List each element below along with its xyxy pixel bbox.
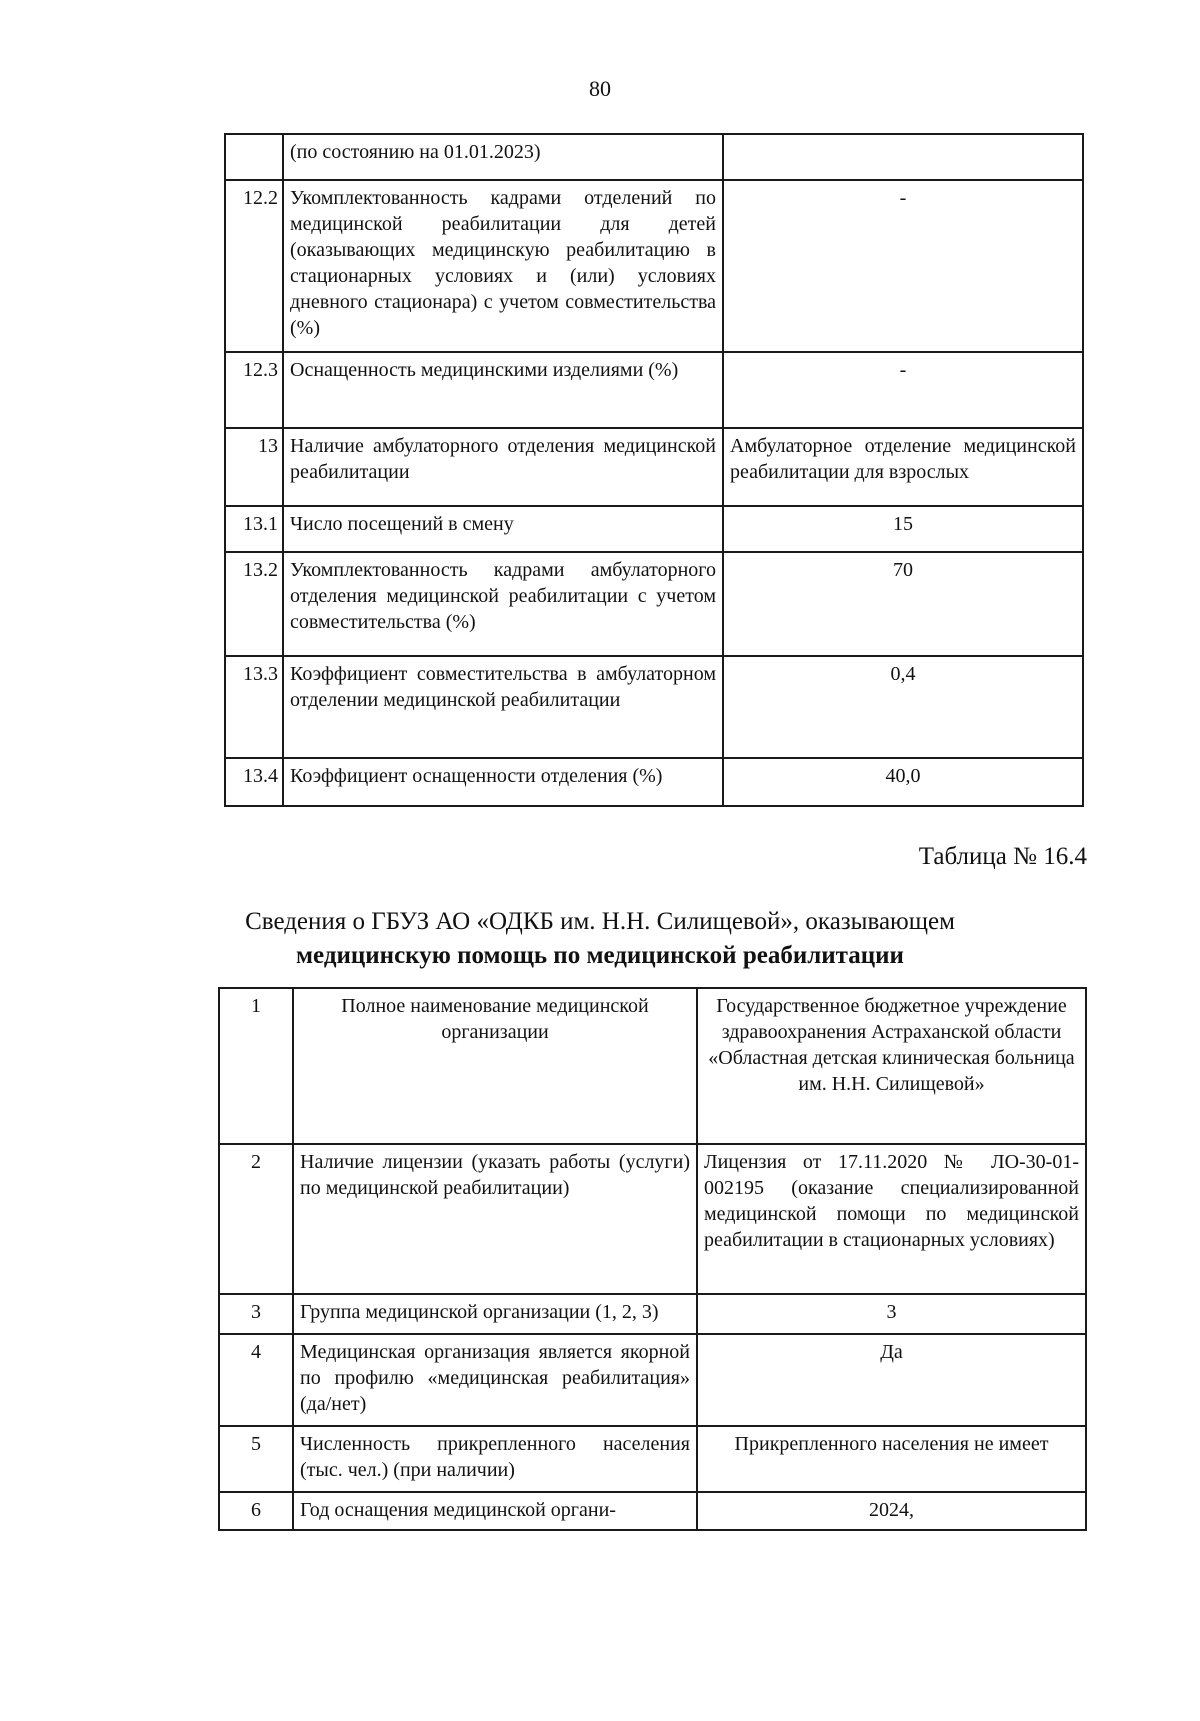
row-value: 70 [723, 552, 1083, 656]
row-value: 15 [723, 506, 1083, 552]
table-row [225, 134, 1083, 180]
table-row [225, 428, 1083, 506]
organization-info-table [218, 987, 1087, 1531]
table-caption: Таблица № 16.4 [918, 843, 1087, 870]
row-number: 1 [219, 988, 293, 1144]
row-number [225, 134, 283, 180]
table-row [225, 552, 1083, 656]
row-label: (по состоянию на 01.01.2023) [283, 134, 723, 180]
table-row [225, 758, 1083, 806]
row-value: 2024, [697, 1492, 1086, 1530]
page-number: 80 [589, 76, 611, 101]
row-label: Полное наименование медицинской организации [293, 988, 697, 1144]
row-value: Лицензия от 17.11.2020 № ЛО-30-01-002195 (оказание специализированной медицинской помощи по медицинской реабилитации в стационарных условиях) [697, 1144, 1086, 1294]
table-row [225, 352, 1083, 428]
row-number: 2 [219, 1144, 293, 1294]
row-value: - [723, 180, 1083, 352]
row-value [723, 134, 1083, 180]
section-title [150, 905, 1050, 973]
table-row [225, 180, 1083, 352]
row-number: 13.3 [225, 656, 283, 758]
row-value: 40,0 [723, 758, 1083, 806]
table-row [225, 656, 1083, 758]
row-number: 13.1 [225, 506, 283, 552]
row-value: Да [697, 1334, 1086, 1426]
row-number: 12.3 [225, 352, 283, 428]
row-value: Государственное бюджетное учреждение здравоохранения Астраханской области «Областная детская клиническая больница им. Н.Н. Силищевой» [697, 988, 1086, 1144]
rehab-indicators-table [224, 133, 1084, 807]
table-row [219, 988, 1086, 1144]
section-title-line-1: Сведения о ГБУЗ АО «ОДКБ им. Н.Н. Силищевой», оказывающем [245, 908, 955, 935]
row-label: Наличие амбулаторного отделения медицинской реабилитации [283, 428, 723, 506]
row-label: Укомплектованность кадрами отделений по медицинской реабилитации для детей (оказывающих медицинскую реабилитацию в стационарных условиях и (или) условиях дневного стационара) с учетом совместительства (%) [283, 180, 723, 352]
row-label: Оснащенность медицинскими изделиями (%) [283, 352, 723, 428]
row-label: Число посещений в смену [283, 506, 723, 552]
row-number: 4 [219, 1334, 293, 1426]
row-number: 13.4 [225, 758, 283, 806]
row-label: Укомплектованность кадрами амбулаторного отделения медицинской реабилитации с учетом совместительства (%) [283, 552, 723, 656]
row-label: Наличие лицензии (указать работы (услуги) по медицинской реабилитации) [293, 1144, 697, 1294]
table-row [219, 1144, 1086, 1294]
row-number: 6 [219, 1492, 293, 1530]
table-row [219, 1334, 1086, 1426]
row-label: Медицинская организация является якорной по профилю «медицинская реабилитация» (да/нет) [293, 1334, 697, 1426]
row-label: Коэффициент оснащенности отделения (%) [283, 758, 723, 806]
table-row [219, 1492, 1086, 1530]
table-row [219, 1426, 1086, 1492]
row-value: Амбулаторное отделение медицинской реабилитации для взрослых [723, 428, 1083, 506]
row-number: 5 [219, 1426, 293, 1492]
table-row [219, 1294, 1086, 1334]
row-value: Прикрепленного населения не имеет [697, 1426, 1086, 1492]
row-label: Коэффициент совместительства в амбулаторном отделении медицинской реабилитации [283, 656, 723, 758]
row-label: Год оснащения медицинской органи- [293, 1492, 697, 1530]
row-number: 12.2 [225, 180, 283, 352]
row-number: 13.2 [225, 552, 283, 656]
row-value: 3 [697, 1294, 1086, 1334]
table-row [225, 506, 1083, 552]
section-title-line-2: медицинскую помощь по медицинской реабилитации [296, 942, 904, 969]
row-number: 3 [219, 1294, 293, 1334]
row-value: - [723, 352, 1083, 428]
row-label: Численность прикрепленного населения (тыс. чел.) (при наличии) [293, 1426, 697, 1492]
row-label: Группа медицинской организации (1, 2, 3) [293, 1294, 697, 1334]
row-number: 13 [225, 428, 283, 506]
row-value: 0,4 [723, 656, 1083, 758]
